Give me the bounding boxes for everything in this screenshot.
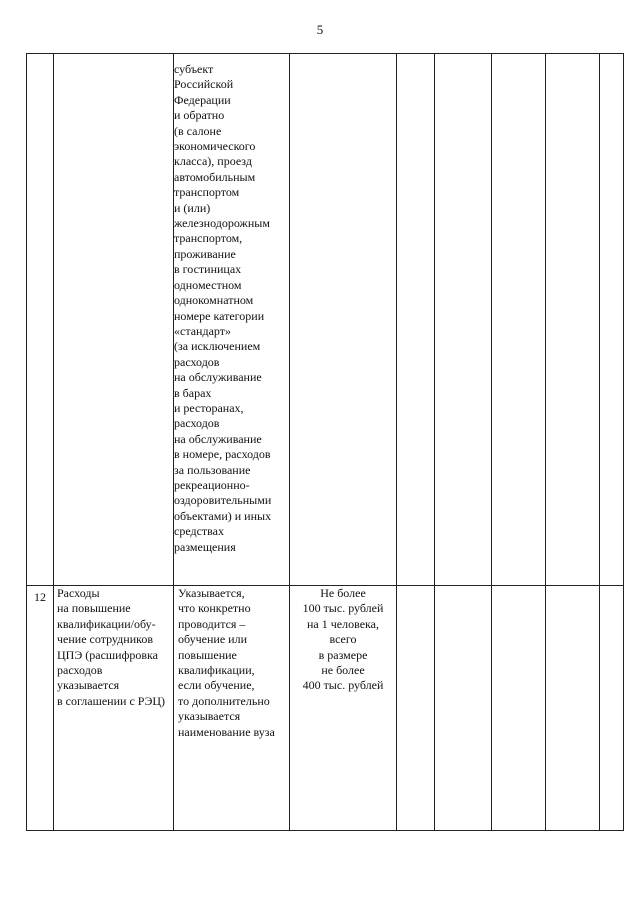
- cell-empty: [435, 586, 492, 831]
- cell-empty: [397, 54, 435, 586]
- cell-empty: [492, 586, 546, 831]
- cell-limit: Не более 100 тыс. рублей на 1 человека, всего в размере не более 400 тыс. рублей: [290, 586, 397, 831]
- cell-empty: [435, 54, 492, 586]
- cell-empty: [546, 586, 600, 831]
- cell-name: Расходы на повышение квалификации/обу- чение сотрудников ЦПЭ (расшифровка расходов указывается в соглашении с РЭЦ): [54, 586, 174, 831]
- cell-description: Указывается, что конкретно проводится – обучение или повышение квалификации, если обучение, то дополнительно указывается наименование вуза: [174, 586, 290, 831]
- cell-number: [27, 54, 54, 586]
- cell-number: 12: [27, 586, 54, 831]
- cell-limit: [290, 54, 397, 586]
- cell-empty: [397, 586, 435, 831]
- table-row-continuation: [27, 54, 624, 586]
- expense-table: [26, 53, 624, 831]
- cell-name: [54, 54, 174, 586]
- cell-empty: [492, 54, 546, 586]
- cell-empty: [600, 54, 624, 586]
- cell-empty: [546, 54, 600, 586]
- table-row-12: [27, 586, 624, 831]
- cell-empty: [600, 586, 624, 831]
- cell-description: субъект Российской Федерации и обратно (в салоне экономического класса), проезд автомобильным транспортом и (или) железнодорожным транспортом, проживание в гостиницах одноместном однокомнатном номере категории «стандарт» (за исключением расходов на обслуживание в барах и ресторанах, расходов на обслуживание в номере, расходов за пользование рекреационно- оздоровительными объектами) и иных средствах размещения: [174, 54, 290, 586]
- page-number: 5: [316, 22, 324, 37]
